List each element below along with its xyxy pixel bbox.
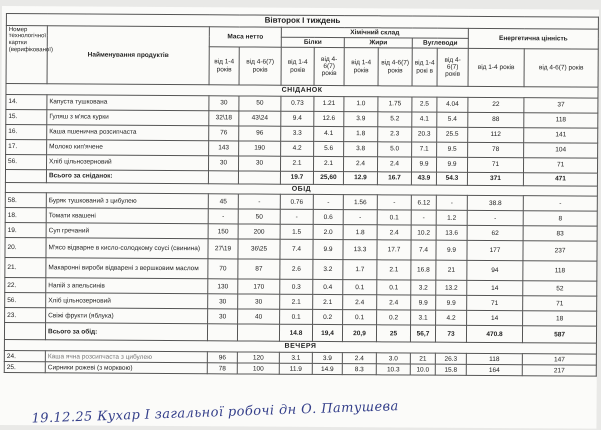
tech-card-number: 20. bbox=[5, 238, 46, 258]
product-name: Молоко кип'ячене bbox=[47, 140, 209, 156]
total-mass-empty bbox=[237, 324, 279, 341]
value-f2: 5.2 bbox=[378, 112, 412, 127]
value-p1: - bbox=[280, 210, 313, 225]
value-m1: 30 bbox=[208, 294, 238, 309]
value-e2: 71 bbox=[523, 157, 597, 172]
tech-card-number: 23. bbox=[5, 308, 46, 323]
value-c1: 10.2 bbox=[411, 225, 436, 240]
product-name: Свіжі фрукти (яблука) bbox=[46, 308, 208, 324]
value-p1: 7.4 bbox=[280, 240, 313, 260]
value-e1: 38.8 bbox=[467, 196, 523, 211]
value-f1: 8.3 bbox=[342, 364, 376, 375]
value-p1: 9.4 bbox=[281, 111, 314, 126]
value-f2: 2.4 bbox=[377, 157, 411, 172]
total-mass-empty bbox=[208, 171, 238, 184]
tech-card-number: 19. bbox=[5, 223, 46, 238]
mass-age-young: від 1-4 років bbox=[209, 47, 239, 85]
value-m2: 200 bbox=[238, 224, 280, 239]
value-c1: 6.12 bbox=[411, 195, 436, 210]
product-name: Томати квашені bbox=[46, 208, 208, 224]
value-p2: 3.9 bbox=[312, 353, 342, 364]
total-empty bbox=[4, 323, 45, 340]
value-m1: 45 bbox=[208, 194, 238, 209]
value-e1: 71 bbox=[467, 296, 523, 311]
value-p2: 3.2 bbox=[313, 260, 343, 280]
total-c1: 43.9 bbox=[411, 172, 436, 185]
value-e1: 94 bbox=[467, 261, 523, 281]
tech-card-number: 21. bbox=[5, 258, 46, 278]
value-e2: 37 bbox=[524, 97, 598, 112]
value-m2: 30 bbox=[238, 294, 280, 309]
value-p1: 2.1 bbox=[280, 295, 313, 310]
value-m1: - bbox=[208, 209, 238, 224]
value-c1: 9.9 bbox=[411, 157, 436, 172]
value-m2: 190 bbox=[239, 141, 281, 156]
menu-sheet bbox=[0, 6, 599, 429]
value-f2: 10.3 bbox=[376, 364, 410, 375]
total-p2: 19,4 bbox=[312, 325, 342, 342]
value-f1: 2.4 bbox=[342, 353, 376, 364]
value-m2: 50 bbox=[238, 209, 280, 224]
value-m2: 120 bbox=[237, 352, 279, 363]
product-name: Напій з апельсинів bbox=[46, 278, 208, 294]
value-m1: 30 bbox=[208, 156, 238, 171]
value-e1: 78 bbox=[468, 142, 524, 157]
tech-card-number: 22. bbox=[5, 278, 46, 293]
value-c2: - bbox=[436, 196, 467, 211]
product-name: Хліб цільнозерновий bbox=[47, 155, 209, 171]
table-header bbox=[6, 14, 599, 88]
value-p1: 0.1 bbox=[280, 310, 313, 325]
value-e2: 118 bbox=[524, 112, 598, 127]
value-c1: 7.4 bbox=[411, 240, 436, 260]
total-mass-empty bbox=[238, 171, 280, 184]
value-f1: 2.4 bbox=[343, 156, 377, 171]
energy-age-young: від 1-4 років bbox=[468, 48, 524, 86]
value-p2: 0.6 bbox=[313, 210, 343, 225]
value-m1: 96 bbox=[207, 352, 237, 363]
tech-card-number: 56. bbox=[5, 293, 46, 308]
chem-header: Хімічний склад bbox=[281, 27, 468, 38]
value-c2: 4.04 bbox=[437, 97, 468, 112]
value-p2: - bbox=[313, 195, 343, 210]
product-name: Макаронні вироби відварені з вершковим маслом bbox=[46, 258, 208, 279]
value-p1: 11.9 bbox=[279, 363, 312, 374]
value-f2: 3.0 bbox=[376, 353, 410, 364]
proteins-header: Білки bbox=[281, 37, 344, 48]
value-m1: 78 bbox=[207, 363, 237, 374]
value-c2: 15.8 bbox=[435, 364, 466, 375]
value-e1: 14 bbox=[467, 281, 523, 296]
value-f1: 0.1 bbox=[343, 280, 377, 295]
table-row bbox=[4, 362, 596, 377]
value-f1: - bbox=[343, 210, 377, 225]
value-p2: 2.1 bbox=[313, 156, 343, 171]
value-c2: 9.9 bbox=[436, 296, 467, 311]
mass-age-old: від 4-6(7) років bbox=[239, 47, 281, 85]
value-p2: 1.21 bbox=[314, 96, 344, 111]
value-e1: 71 bbox=[467, 157, 523, 172]
proteins-age-old: від 4-6(7) років bbox=[314, 47, 344, 85]
value-e1: 88 bbox=[468, 112, 524, 127]
product-name: Суп гречаний bbox=[46, 223, 208, 239]
total-f1: 20,9 bbox=[342, 325, 376, 342]
value-f2: 2.3 bbox=[378, 127, 412, 142]
value-p2: 12.6 bbox=[314, 111, 344, 126]
value-p2: 0.4 bbox=[313, 280, 343, 295]
value-c1: 10.0 bbox=[410, 364, 435, 375]
total-c2: 73 bbox=[435, 326, 466, 343]
value-f2: 5.0 bbox=[378, 142, 412, 157]
value-c1: 16.8 bbox=[411, 260, 436, 280]
value-c1: 4.1 bbox=[412, 112, 437, 127]
energy-age-old: від 4-6(7) років bbox=[524, 49, 598, 87]
total-mass-empty bbox=[207, 324, 237, 341]
value-m1: 30 bbox=[208, 309, 238, 324]
value-f1: 3.8 bbox=[344, 141, 378, 156]
value-c2: 9.9 bbox=[436, 241, 467, 261]
carbs-age-young: від 1-4 рокі в bbox=[412, 48, 437, 86]
total-c2: 54.3 bbox=[436, 172, 467, 185]
value-e2: 237 bbox=[523, 241, 597, 261]
product-name: Гуляш з м'яса курки bbox=[47, 110, 209, 126]
value-e1: 112 bbox=[468, 127, 524, 142]
product-name: Сирники рожеві (з морквою) bbox=[45, 362, 207, 374]
value-p2: 0.2 bbox=[313, 310, 343, 325]
value-m2: - bbox=[238, 194, 280, 209]
value-p1: 2.1 bbox=[280, 156, 313, 171]
value-m1: 76 bbox=[209, 126, 239, 141]
total-e1: 371 bbox=[467, 172, 523, 185]
value-m2: 30 bbox=[238, 156, 280, 171]
value-m2: 96 bbox=[239, 126, 281, 141]
value-c2: 4.2 bbox=[436, 311, 467, 326]
value-c1: 20.3 bbox=[412, 127, 437, 142]
value-m2: 100 bbox=[237, 363, 279, 374]
tech-card-number: 16. bbox=[6, 124, 47, 139]
total-empty bbox=[5, 169, 46, 182]
product-name-header: Найменування продуктів bbox=[47, 26, 209, 85]
section-title: ОБІД bbox=[5, 182, 597, 196]
product-name: М'ясо відварне в кисло-солодкому соусі (свинина) bbox=[46, 238, 208, 259]
value-m1: 130 bbox=[208, 279, 238, 294]
value-e2: 71 bbox=[523, 296, 597, 311]
mass-header: Маса нетто bbox=[209, 27, 281, 48]
value-p2: 9.9 bbox=[313, 240, 343, 260]
value-m1: 70 bbox=[208, 259, 238, 279]
product-name: Капуста тушкована bbox=[47, 95, 209, 111]
value-m2: 170 bbox=[238, 279, 280, 294]
value-m2: 43\24 bbox=[239, 111, 281, 126]
carbs-age-old: від 4-6(7) років bbox=[437, 48, 468, 86]
tech-card-number: 14. bbox=[6, 94, 47, 109]
total-c1: 56,7 bbox=[410, 325, 435, 342]
value-f1: 1.7 bbox=[343, 260, 377, 280]
tech-card-number: 58. bbox=[5, 193, 46, 208]
total-p1: 19.7 bbox=[280, 171, 313, 184]
value-m1: 30 bbox=[209, 96, 239, 111]
value-f2: 0.1 bbox=[377, 210, 411, 225]
tech-card-number: 17. bbox=[6, 139, 47, 154]
value-p1: 1.5 bbox=[280, 225, 313, 240]
value-f1: 3.9 bbox=[344, 111, 378, 126]
value-e1: 14 bbox=[467, 311, 523, 326]
value-c2: 13.6 bbox=[436, 226, 467, 241]
value-p1: 3.1 bbox=[279, 352, 312, 363]
value-c1: - bbox=[411, 210, 436, 225]
tech-card-number: 15. bbox=[6, 109, 47, 124]
proteins-age-young: від 1-4 років bbox=[281, 47, 314, 85]
value-e2: 104 bbox=[524, 142, 598, 157]
product-name: Каша пшенична розсипчаста bbox=[47, 125, 209, 141]
table-title: Вівторок І тиждень bbox=[6, 14, 598, 29]
value-f1: 1.56 bbox=[343, 195, 377, 210]
total-p2: 25,60 bbox=[313, 171, 343, 184]
value-e2: 18 bbox=[523, 311, 597, 326]
value-p2: 2.1 bbox=[313, 295, 343, 310]
tech-card-number: 56. bbox=[6, 154, 47, 169]
value-f1: 2.4 bbox=[343, 295, 377, 310]
value-e2: 83 bbox=[523, 226, 597, 241]
total-f2: 25 bbox=[376, 325, 410, 342]
value-c1: 3.1 bbox=[411, 310, 436, 325]
fats-age-old: від 4-6(7) років bbox=[378, 48, 412, 86]
tech-card-header: Номер технологічної картки (верифікованої) bbox=[6, 25, 47, 84]
value-f1: 1.8 bbox=[343, 225, 377, 240]
value-e1: 177 bbox=[467, 241, 523, 261]
value-e2: 8 bbox=[523, 211, 597, 226]
value-m1: 27\19 bbox=[208, 239, 238, 259]
value-f2: 0.1 bbox=[377, 280, 411, 295]
value-c1: 7.1 bbox=[412, 142, 437, 157]
total-f2: 16.7 bbox=[377, 172, 411, 185]
total-label: Всього за обід: bbox=[45, 323, 207, 341]
value-f2: 2.1 bbox=[377, 260, 411, 280]
value-c2: 1.2 bbox=[436, 211, 467, 226]
value-e2: 52 bbox=[523, 281, 597, 296]
value-e2: 147 bbox=[522, 354, 596, 365]
value-f2: 17.7 bbox=[377, 240, 411, 260]
value-c2: 26.3 bbox=[435, 353, 466, 364]
total-e2: 587 bbox=[522, 326, 596, 343]
value-c1: 3.2 bbox=[411, 280, 436, 295]
value-p1: 3.3 bbox=[281, 126, 314, 141]
tech-card-number: 18. bbox=[5, 208, 46, 223]
value-p1: 4.2 bbox=[281, 141, 314, 156]
fats-header: Жири bbox=[344, 38, 412, 49]
value-m1: 32\18 bbox=[209, 111, 239, 126]
value-p2: 2.0 bbox=[313, 225, 343, 240]
value-c1: 9.9 bbox=[411, 295, 436, 310]
product-name: Хліб цільнозерновий bbox=[46, 293, 208, 309]
energy-header: Енергетична цінність bbox=[468, 28, 598, 49]
value-e1: 118 bbox=[466, 353, 522, 364]
section-title: ВЕЧЕРЯ bbox=[4, 340, 596, 354]
value-f2: 1.75 bbox=[378, 97, 412, 112]
value-e2: 217 bbox=[522, 365, 596, 376]
value-m2: 36\25 bbox=[238, 239, 280, 259]
total-label: Всього за сніданок: bbox=[46, 170, 208, 184]
carbs-header: Вуглеводи bbox=[412, 38, 468, 48]
value-e1: 22 bbox=[468, 97, 524, 112]
value-c2: 13.2 bbox=[436, 281, 467, 296]
value-p1: 0.73 bbox=[281, 96, 314, 111]
value-c2: 21 bbox=[436, 261, 467, 281]
total-f1: 12.9 bbox=[343, 171, 377, 184]
total-e1: 470.8 bbox=[466, 326, 522, 343]
fats-age-young: від 1-4 років bbox=[344, 48, 378, 86]
value-e1: 62 bbox=[467, 226, 523, 241]
value-p2: 5.6 bbox=[314, 141, 344, 156]
value-f1: 13.3 bbox=[343, 240, 377, 260]
value-f1: 1.8 bbox=[344, 126, 378, 141]
value-f2: 2.4 bbox=[377, 225, 411, 240]
value-e2: 118 bbox=[523, 261, 597, 281]
tech-card-number: 24. bbox=[4, 351, 45, 362]
section-title: СНІДАНОК bbox=[6, 84, 598, 98]
value-p1: 0.76 bbox=[280, 195, 313, 210]
table-body bbox=[4, 84, 598, 377]
value-m2: 87 bbox=[238, 259, 280, 279]
value-e2: - bbox=[523, 196, 597, 211]
value-f2: - bbox=[377, 195, 411, 210]
value-p1: 0.3 bbox=[280, 280, 313, 295]
value-p2: 14.9 bbox=[312, 364, 342, 375]
value-c2: 9.9 bbox=[436, 157, 467, 172]
handwritten-signature: 19.12.25 Кухар І загальної робочі дн О. Патушева bbox=[31, 399, 399, 427]
product-name: Буряк тушкований з цибулею bbox=[46, 193, 208, 209]
value-p2: 4.1 bbox=[314, 126, 344, 141]
value-e1: 164 bbox=[466, 364, 522, 375]
menu-table bbox=[4, 13, 599, 377]
total-p1: 14.8 bbox=[279, 325, 312, 342]
total-e2: 471 bbox=[523, 172, 597, 185]
value-f2: 0.2 bbox=[377, 310, 411, 325]
value-e1: - bbox=[467, 211, 523, 226]
product-name: Каша ячна розсипчаста з цибулею bbox=[45, 351, 207, 363]
value-c1: 21 bbox=[410, 353, 435, 364]
value-m2: 50 bbox=[239, 96, 281, 111]
value-e2: 141 bbox=[524, 127, 598, 142]
value-m1: 150 bbox=[208, 224, 238, 239]
value-f2: 2.4 bbox=[377, 295, 411, 310]
value-f1: 0.1 bbox=[343, 310, 377, 325]
value-c2: 25.5 bbox=[437, 127, 468, 142]
value-c2: 9.5 bbox=[437, 142, 468, 157]
value-p1: 2.6 bbox=[280, 260, 313, 280]
value-c1: 2.5 bbox=[412, 97, 437, 112]
value-c2: 5.4 bbox=[437, 112, 468, 127]
value-m2: 40 bbox=[238, 309, 280, 324]
value-m1: 143 bbox=[209, 141, 239, 156]
value-f1: 1.0 bbox=[344, 96, 378, 111]
tech-card-number: 25. bbox=[4, 362, 45, 373]
